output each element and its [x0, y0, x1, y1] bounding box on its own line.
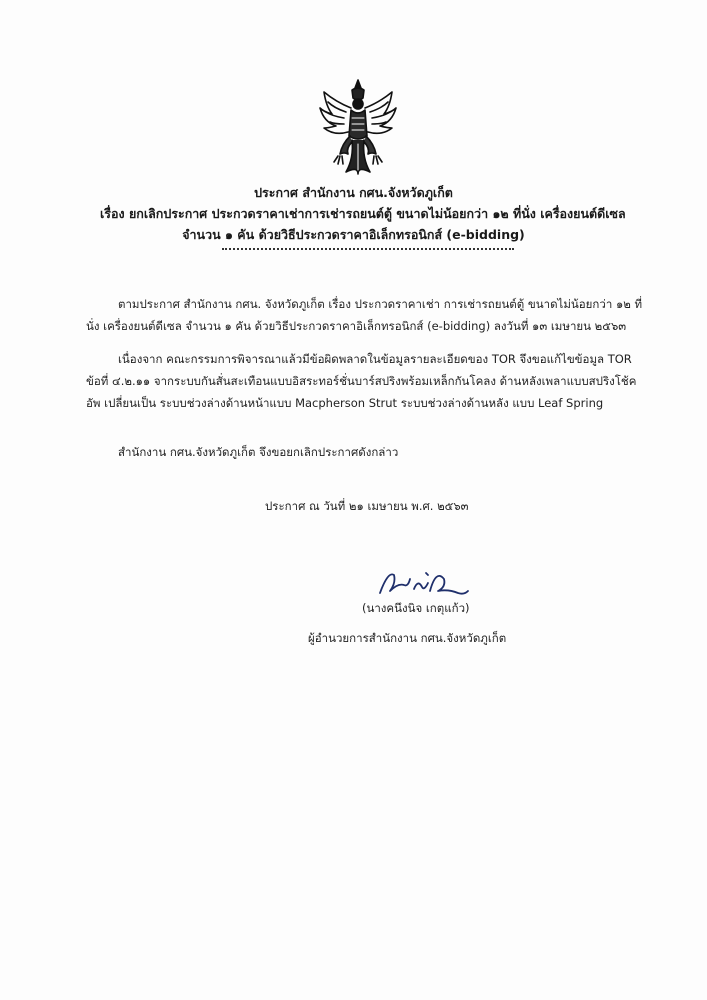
handwritten-signature-icon [374, 565, 472, 601]
paragraph-1-line-1: ตามประกาศ สำนักงาน กศน. จังหวัดภูเก็ต เรื่อง ประกวดราคาเช่า การเช่ารถยนต์ตู้ ขนาดไม่น้อยกว่า ๑๒ ที่ [118, 297, 643, 311]
announcement-date: ประกาศ ณ วันที่ ๒๑ เมษายน พ.ศ. ๒๕๖๓ [265, 499, 469, 513]
garuda-emblem-icon [318, 78, 398, 178]
announcement-subject-continued: จำนวน ๑ คัน ด้วยวิธีประกวดราคาอิเล็กทรอนิกส์ (e-bidding) [182, 227, 525, 242]
paragraph-3: สำนักงาน กศน.จังหวัดภูเก็ต จึงขอยกเลิกประกาศดังกล่าว [118, 445, 399, 459]
announcement-title: ประกาศ สำนักงาน กศน.จังหวัดภูเก็ต [254, 185, 453, 200]
paragraph-1-line-2: นั่ง เครื่องยนต์ดีเซล จำนวน ๑ คัน ด้วยวิธีประกวดราคาอิเล็กทรอนิกส์ (e-bidding) ลงวันที่ ๑๓ เมษายน ๒๕๖๓ [86, 319, 627, 333]
paragraph-2-line-1: เนื่องจาก คณะกรรมการพิจารณาแล้วมีข้อผิดพลาดในข้อมูลรายละเอียดของ TOR จึงขอแก้ไขข้อมูล TOR [118, 352, 632, 366]
paragraph-2-line-2: ข้อที่ ๔.๒.๑๑ จากระบบกันสั่นสะเทือนแบบอิสระทอร์ชั่นบาร์สปริงพร้อมเหล็กกันโคลง ด้านหลังเพลาแบบสปริงโช้ค [86, 374, 637, 388]
signatory-name: (นางคนึงนิจ เกตุแก้ว) [362, 601, 470, 615]
signatory-position: ผู้อำนวยการสำนักงาน กศน.จังหวัดภูเก็ต [308, 631, 507, 645]
separator-dots [222, 248, 514, 250]
paragraph-2-line-3: อัพ เปลี่ยนเป็น ระบบช่วงล่างด้านหน้าแบบ Macpherson Strut ระบบช่วงล่างด้านหลัง แบบ Leaf Spring [86, 396, 604, 410]
announcement-subject: เรื่อง ยกเลิกประกาศ ประกวดราคาเช่าการเช่ารถยนต์ตู้ ขนาดไม่น้อยกว่า ๑๒ ที่นั่ง เครื่องยนต์ดีเซล [100, 206, 626, 221]
